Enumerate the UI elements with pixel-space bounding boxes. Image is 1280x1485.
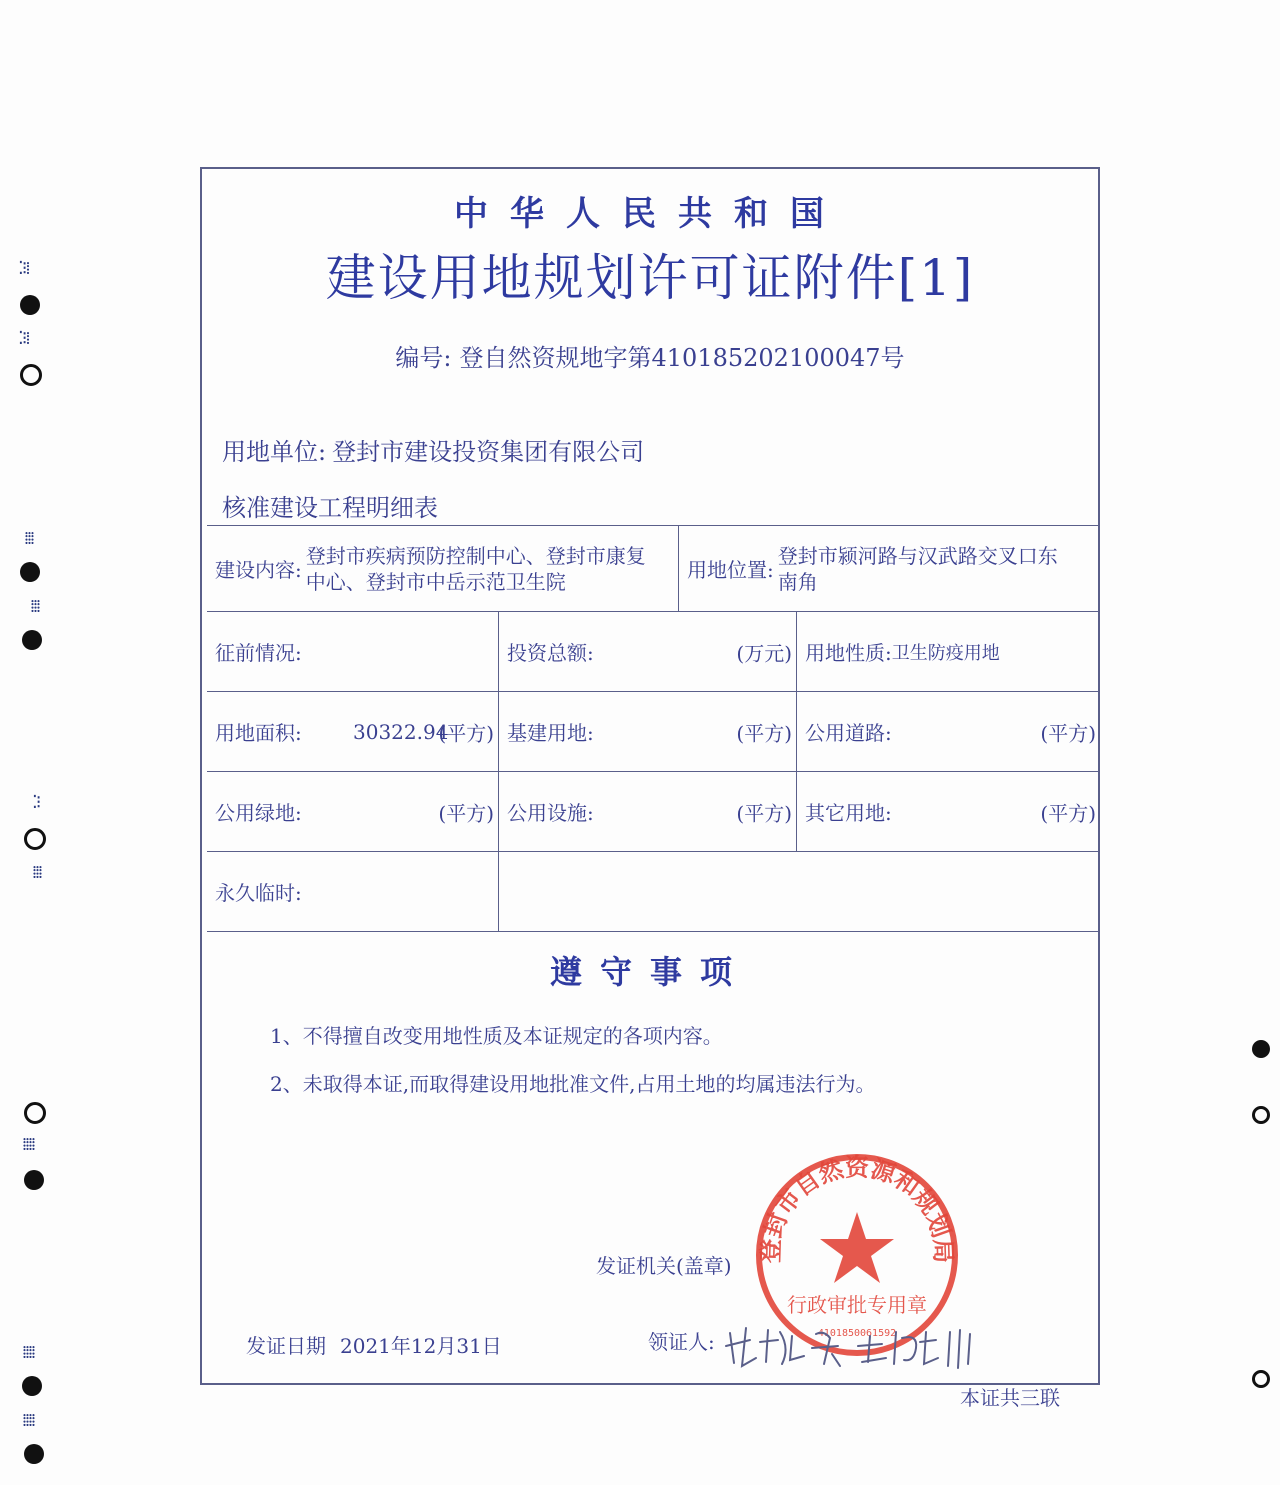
margin-ticks: ⁞⁞⁞: [30, 596, 40, 617]
binding-hole: [1252, 1370, 1270, 1388]
other-land-label: 其它用地:: [805, 801, 892, 825]
margin-ticks: ⁞⁞⁞: [24, 528, 34, 549]
land-user: [222, 432, 644, 467]
binding-hole: [20, 562, 40, 582]
permanence-value-cell: [499, 852, 1100, 931]
issuing-authority: 发证机关(盖章): [596, 1254, 732, 1278]
notice-title: 遵守事项: [549, 953, 750, 991]
project-detail-table: [207, 525, 1100, 932]
binding-hole: [24, 1102, 46, 1124]
seal-number: 4101850061592: [817, 1328, 897, 1339]
land-area-cell: [207, 692, 499, 771]
table-row: [207, 612, 1100, 692]
binding-hole: [20, 364, 42, 386]
construction-content-label: 建设内容:: [215, 558, 302, 582]
pre-status-label: 征前情况:: [215, 641, 302, 665]
margin-ticks: ⁞⁞⁞⁞: [22, 1342, 35, 1363]
land-area-label: 用地面积:: [215, 721, 302, 745]
seal-bottom-text: 行政审批专用章: [787, 1293, 927, 1317]
binding-hole: [24, 828, 46, 850]
land-nature-cell: [797, 612, 1100, 691]
issue-date-value: 2021年12月31日: [340, 1334, 502, 1358]
copies-note: 本证共三联: [960, 1386, 1060, 1410]
public-facility-label: 公用设施:: [507, 801, 594, 825]
land-area-unit: (平方): [438, 721, 494, 745]
margin-ticks: ⁞⁞⁞⁞: [22, 1134, 35, 1155]
permanence-label: 永久临时:: [215, 881, 302, 905]
notice-item-1: 1、不得擅自改变用地性质及本证规定的各项内容。: [270, 1024, 723, 1048]
binding-hole: [20, 295, 40, 315]
public-facility-cell: [499, 772, 797, 851]
land-user-label: 用地单位:: [222, 438, 327, 466]
base-land-label: 基建用地:: [507, 721, 594, 745]
public-green-cell: [207, 772, 499, 851]
table-row: [207, 852, 1100, 932]
table-row: [207, 692, 1100, 772]
serial-label: 编号:: [395, 344, 452, 372]
binding-hole: [22, 630, 42, 650]
seal-top-text: 登封市自然资源和规划局: [756, 1153, 958, 1264]
location-cell: [679, 526, 1100, 611]
margin-ticks: ⁚⁝: [32, 792, 40, 813]
margin-ticks: ⁞⁞⁞: [32, 862, 42, 883]
land-nature-label: 用地性质:: [805, 641, 892, 665]
binding-hole: [24, 1170, 44, 1190]
investment-unit: (万元): [736, 641, 792, 665]
construction-content-value: 登封市疾病预防控制中心、登封市康复中心、登封市中岳示范卫生院: [305, 543, 646, 594]
binding-hole: [1252, 1040, 1270, 1058]
public-green-label: 公用绿地:: [215, 801, 302, 825]
public-road-unit: (平方): [1040, 721, 1096, 745]
public-road-label: 公用道路:: [805, 721, 892, 745]
serial-number: [200, 338, 1100, 373]
table-row: [207, 772, 1100, 852]
location-value: 登封市颍河路与汉武路交叉口东南角: [777, 543, 1058, 594]
construction-content-cell: [207, 526, 679, 611]
table-row: [207, 526, 1100, 612]
issue-date-label: 发证日期: [246, 1334, 326, 1358]
margin-ticks: ⁞⁞⁞⁞: [22, 1410, 35, 1431]
certificate-title: 建设用地规划许可证附件[1]: [325, 249, 975, 307]
margin-ticks: ⁚⁝⁞: [18, 258, 29, 279]
base-land-cell: [499, 692, 797, 771]
issue-date: [246, 1330, 502, 1359]
public-green-unit: (平方): [438, 801, 494, 825]
pre-status-cell: [207, 612, 499, 691]
investment-cell: [499, 612, 797, 691]
permanence-cell: [207, 852, 499, 931]
public-road-cell: [797, 692, 1100, 771]
other-land-cell: [797, 772, 1100, 851]
notice-item-2: 2、未取得本证,而取得建设用地批准文件,占用土地的均属违法行为。: [270, 1072, 876, 1096]
public-facility-unit: (平方): [736, 801, 792, 825]
binding-hole: [24, 1444, 44, 1464]
margin-ticks: ⁚⁝⁞: [18, 328, 29, 349]
land-area-value: 30322.94: [353, 719, 449, 744]
base-land-unit: (平方): [736, 721, 792, 745]
land-nature-value: 卫生防疫用地: [891, 642, 1000, 664]
location-label: 用地位置:: [687, 558, 774, 582]
table-subtitle: 核准建设工程明细表: [222, 494, 438, 522]
investment-label: 投资总额:: [507, 641, 594, 665]
binding-hole: [1252, 1106, 1270, 1124]
country-heading: 中华人民共和国: [454, 194, 846, 234]
serial-value: 登自然资规地字第410185202100047号: [459, 344, 905, 372]
other-land-unit: (平方): [1040, 801, 1096, 825]
binding-hole: [22, 1376, 42, 1396]
land-user-value: 登封市建设投资集团有限公司: [332, 438, 645, 466]
handwritten-signature: [720, 1318, 990, 1378]
receiver: 领证人:: [648, 1330, 715, 1354]
